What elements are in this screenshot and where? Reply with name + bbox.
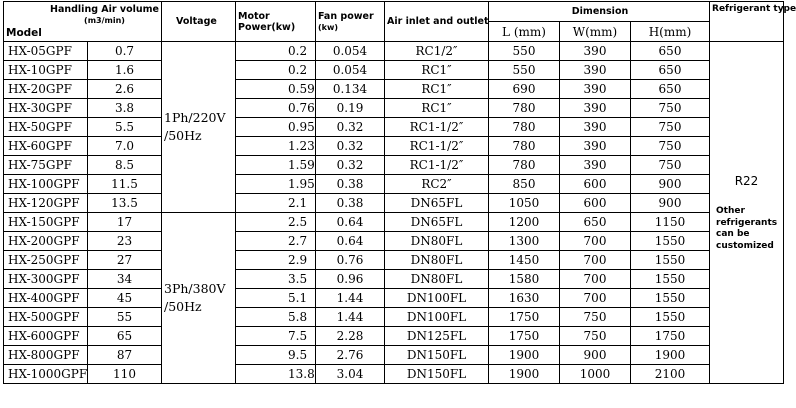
voltage-cell (162, 213, 236, 384)
dimension-l-cell: 780 (489, 118, 560, 137)
fan-power-cell: 3.04 (316, 365, 385, 384)
table-row (4, 137, 784, 156)
air-inlet-outlet-cell: DN150FL (385, 346, 489, 365)
air-inlet-outlet-cell: RC1/2″ (385, 42, 489, 61)
air-inlet-outlet-cell: RC1″ (385, 99, 489, 118)
dimension-l-cell: 1750 (489, 327, 560, 346)
air-inlet-outlet-header: Air inlet and outlet (385, 2, 489, 42)
voltage-line-2: /50Hz (164, 299, 202, 314)
model-cell: HX-800GPF (4, 346, 88, 365)
dimension-h-cell: 1550 (631, 308, 710, 327)
air-inlet-outlet-cell: DN80FL (385, 251, 489, 270)
air-volume-cell: 23 (88, 232, 162, 251)
table-row (4, 232, 784, 251)
dimension-l-cell: 1200 (489, 213, 560, 232)
dimension-h-cell: 1550 (631, 232, 710, 251)
model-cell: HX-75GPF (4, 156, 88, 175)
dimension-w-cell: 390 (560, 99, 631, 118)
dimension-h-cell: 1550 (631, 289, 710, 308)
fan-power-cell: 1.44 (316, 308, 385, 327)
fan-power-cell: 0.19 (316, 99, 385, 118)
motor-power-cell: 7.5 (236, 327, 316, 346)
air-volume-cell: 2.6 (88, 80, 162, 99)
dimension-w-cell: 390 (560, 80, 631, 99)
spec-table (3, 1, 796, 384)
air-inlet-outlet-cell: RC1″ (385, 80, 489, 99)
air-inlet-outlet-cell: RC2″ (385, 175, 489, 194)
table-row (4, 327, 784, 346)
air-inlet-outlet-cell: DN150FL (385, 365, 489, 384)
model-cell: HX-300GPF (4, 270, 88, 289)
air-volume-cell: 34 (88, 270, 162, 289)
table-row (4, 61, 784, 80)
model-header: Model (6, 27, 42, 39)
table-row (4, 156, 784, 175)
air-volume-cell: 87 (88, 346, 162, 365)
motor-power-cell: 9.5 (236, 346, 316, 365)
air-volume-cell: 7.0 (88, 137, 162, 156)
dimension-l-header: L (mm) (489, 22, 560, 42)
dimension-h-cell: 1550 (631, 251, 710, 270)
dimension-h-cell: 1750 (631, 327, 710, 346)
air-volume-cell: 11.5 (88, 175, 162, 194)
model-cell: HX-250GPF (4, 251, 88, 270)
dimension-l-cell: 780 (489, 156, 560, 175)
dimension-header: Dimension (489, 2, 710, 22)
model-cell: HX-600GPF (4, 327, 88, 346)
air-inlet-outlet-cell: DN80FL (385, 270, 489, 289)
dimension-w-cell: 750 (560, 308, 631, 327)
table-row (4, 175, 784, 194)
model-cell: HX-150GPF (4, 213, 88, 232)
fan-power-cell: 2.76 (316, 346, 385, 365)
table-row (4, 118, 784, 137)
table-row (4, 346, 784, 365)
table-body (4, 42, 784, 384)
model-cell: HX-200GPF (4, 232, 88, 251)
fan-power-cell: 0.32 (316, 156, 385, 175)
dimension-l-cell: 780 (489, 137, 560, 156)
dimension-w-cell: 390 (560, 61, 631, 80)
air-volume-cell: 0.7 (88, 42, 162, 61)
motor-power-cell: 1.23 (236, 137, 316, 156)
motor-power-cell: 0.76 (236, 99, 316, 118)
air-inlet-outlet-cell: DN65FL (385, 213, 489, 232)
motor-power-cell: 0.2 (236, 42, 316, 61)
air-volume-cell: 3.8 (88, 99, 162, 118)
air-inlet-outlet-cell: DN80FL (385, 232, 489, 251)
dimension-w-cell: 700 (560, 289, 631, 308)
table-row (4, 99, 784, 118)
dimension-w-cell: 700 (560, 232, 631, 251)
fan-power-cell: 0.64 (316, 232, 385, 251)
dimension-l-cell: 1580 (489, 270, 560, 289)
dimension-w-cell: 900 (560, 346, 631, 365)
model-cell: HX-10GPF (4, 61, 88, 80)
fan-power-cell: 2.28 (316, 327, 385, 346)
model-cell: HX-20GPF (4, 80, 88, 99)
air-volume-header: Handling Air volume (m3/min) (50, 4, 159, 25)
dimension-l-cell: 1900 (489, 346, 560, 365)
motor-power-cell: 5.1 (236, 289, 316, 308)
model-cell: HX-100GPF (4, 175, 88, 194)
air-volume-cell: 27 (88, 251, 162, 270)
refrigerant-primary: R22 (734, 174, 759, 188)
dimension-h-cell: 1150 (631, 213, 710, 232)
dimension-l-cell: 550 (489, 61, 560, 80)
dimension-h-cell: 750 (631, 99, 710, 118)
air-inlet-outlet-cell: DN100FL (385, 289, 489, 308)
motor-power-cell: 3.5 (236, 270, 316, 289)
dimension-w-cell: 390 (560, 118, 631, 137)
model-air-volume-header (4, 2, 162, 42)
motor-power-cell: 0.95 (236, 118, 316, 137)
fan-power-cell: 0.134 (316, 80, 385, 99)
dimension-w-cell: 700 (560, 270, 631, 289)
air-inlet-outlet-cell: RC1-1/2″ (385, 137, 489, 156)
table-row (4, 270, 784, 289)
motor-power-cell: 2.7 (236, 232, 316, 251)
dimension-l-cell: 850 (489, 175, 560, 194)
model-cell: HX-400GPF (4, 289, 88, 308)
table-row (4, 251, 784, 270)
motor-power-cell: 2.9 (236, 251, 316, 270)
table-row (4, 365, 784, 384)
motor-power-cell: 0.59 (236, 80, 316, 99)
fan-power-header: Fan power (kw) (316, 2, 385, 42)
fan-power-cell: 0.76 (316, 251, 385, 270)
air-inlet-outlet-cell: DN125FL (385, 327, 489, 346)
model-cell: HX-500GPF (4, 308, 88, 327)
dimension-h-cell: 900 (631, 175, 710, 194)
fan-power-cell: 0.054 (316, 61, 385, 80)
model-cell: HX-50GPF (4, 118, 88, 137)
air-inlet-outlet-cell: DN100FL (385, 308, 489, 327)
air-inlet-outlet-cell: RC1-1/2″ (385, 118, 489, 137)
fan-power-cell: 0.054 (316, 42, 385, 61)
fan-power-cell: 0.32 (316, 137, 385, 156)
dimension-w-cell: 650 (560, 213, 631, 232)
dimension-l-cell: 1900 (489, 365, 560, 384)
dimension-h-cell: 650 (631, 61, 710, 80)
motor-power-cell: 2.5 (236, 213, 316, 232)
model-cell: HX-120GPF (4, 194, 88, 213)
dimension-h-cell: 1550 (631, 270, 710, 289)
voltage-cell (162, 42, 236, 213)
dimension-h-cell: 750 (631, 156, 710, 175)
dimension-h-cell: 750 (631, 137, 710, 156)
air-volume-cell: 55 (88, 308, 162, 327)
motor-power-cell: 1.59 (236, 156, 316, 175)
model-cell: HX-60GPF (4, 137, 88, 156)
refrigerant-note: Other refrigerants can be customized (716, 206, 778, 251)
air-volume-cell: 13.5 (88, 194, 162, 213)
dimension-w-cell: 390 (560, 156, 631, 175)
air-volume-cell: 5.5 (88, 118, 162, 137)
voltage-line-2: /50Hz (164, 128, 202, 143)
fan-power-cell: 0.38 (316, 194, 385, 213)
voltage-line-1: 1Ph/220V (164, 110, 226, 125)
dimension-l-cell: 1450 (489, 251, 560, 270)
dimension-w-cell: 700 (560, 251, 631, 270)
table-row (4, 289, 784, 308)
table-row (4, 213, 784, 232)
model-cell: HX-1000GPF (4, 365, 88, 384)
fan-power-cell: 0.32 (316, 118, 385, 137)
dimension-l-cell: 550 (489, 42, 560, 61)
air-inlet-outlet-cell: RC1-1/2″ (385, 156, 489, 175)
air-volume-cell: 110 (88, 365, 162, 384)
motor-power-cell: 0.2 (236, 61, 316, 80)
dimension-w-header: W(mm) (560, 22, 631, 42)
table-row (4, 194, 784, 213)
model-cell: HX-05GPF (4, 42, 88, 61)
air-volume-cell: 17 (88, 213, 162, 232)
refrigerant-cell (710, 42, 784, 384)
table-row (4, 80, 784, 99)
dimension-l-cell: 1050 (489, 194, 560, 213)
dimension-l-cell: 1750 (489, 308, 560, 327)
fan-power-cell: 0.64 (316, 213, 385, 232)
fan-power-cell: 0.38 (316, 175, 385, 194)
dimension-w-cell: 600 (560, 194, 631, 213)
air-inlet-outlet-cell: RC1″ (385, 61, 489, 80)
model-cell: HX-30GPF (4, 99, 88, 118)
table-row (4, 42, 784, 61)
dimension-l-cell: 1630 (489, 289, 560, 308)
dimension-h-cell: 900 (631, 194, 710, 213)
dimension-h-cell: 650 (631, 80, 710, 99)
motor-power-cell: 2.1 (236, 194, 316, 213)
motor-power-cell: 1.95 (236, 175, 316, 194)
table-header (4, 2, 796, 42)
dimension-h-cell: 750 (631, 118, 710, 137)
air-volume-cell: 1.6 (88, 61, 162, 80)
dimension-w-cell: 390 (560, 42, 631, 61)
voltage-line-1: 3Ph/380V (164, 281, 226, 296)
air-volume-cell: 8.5 (88, 156, 162, 175)
dimension-w-cell: 390 (560, 137, 631, 156)
dimension-h-cell: 650 (631, 42, 710, 61)
voltage-header: Voltage (162, 2, 236, 42)
fan-power-cell: 0.96 (316, 270, 385, 289)
motor-power-cell: 5.8 (236, 308, 316, 327)
dimension-w-cell: 1000 (560, 365, 631, 384)
dimension-l-cell: 1300 (489, 232, 560, 251)
dimension-w-cell: 750 (560, 327, 631, 346)
air-inlet-outlet-cell: DN65FL (385, 194, 489, 213)
dimension-l-cell: 690 (489, 80, 560, 99)
dimension-h-header: H(mm) (631, 22, 710, 42)
dimension-w-cell: 600 (560, 175, 631, 194)
air-volume-cell: 65 (88, 327, 162, 346)
dimension-h-cell: 2100 (631, 365, 710, 384)
refrigerant-type-header: Refrigerant type (710, 2, 784, 42)
table-row (4, 308, 784, 327)
dimension-l-cell: 780 (489, 99, 560, 118)
motor-power-cell: 13.8 (236, 365, 316, 384)
air-volume-cell: 45 (88, 289, 162, 308)
motor-power-header: Motor Power(kw) (236, 2, 316, 42)
dimension-h-cell: 1900 (631, 346, 710, 365)
fan-power-cell: 1.44 (316, 289, 385, 308)
